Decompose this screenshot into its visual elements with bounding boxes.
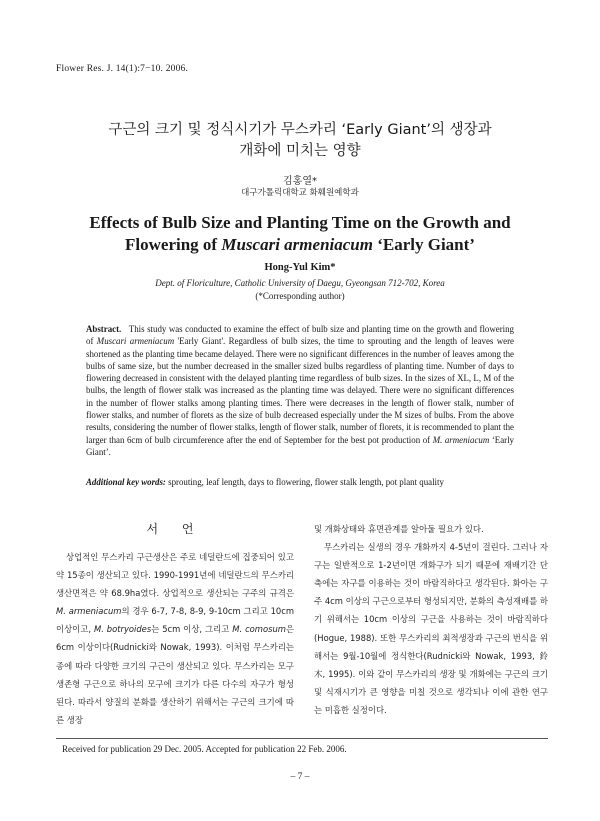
key-words-label: Additional key words: bbox=[86, 477, 166, 487]
paragraph-text: 는 5cm 이상, 그리고 bbox=[151, 624, 233, 635]
english-title-cultivar: ‘Early Giant’ bbox=[372, 235, 475, 254]
key-words bbox=[86, 477, 514, 487]
right-column bbox=[314, 520, 548, 719]
key-words-text: sprouting, leaf length, days to flowering, flower stalk length, pot plant quality bbox=[165, 477, 444, 487]
korean-affiliation: 대구가톨릭대학교 화훼원예학과 bbox=[241, 188, 359, 198]
journal-reference: Flower Res. J. 14(1):7−10. 2006. bbox=[56, 64, 189, 74]
species-name: M. armeniacum bbox=[56, 606, 122, 617]
abstract bbox=[86, 323, 514, 458]
english-affiliation: Dept. of Floriculture, Catholic University of Daegu, Gyeongsan 712-702, Korea bbox=[155, 278, 445, 288]
species-name: M. comosum bbox=[232, 624, 286, 635]
paragraph-text: 의 경우 6-7, 7-8, 8-9, 9-10cm 그리고 10cm 이상이고, bbox=[56, 606, 295, 635]
corresponding-author-note: (*Corresponding author) bbox=[255, 291, 345, 301]
english-author: Hong-Yul Kim* bbox=[264, 262, 336, 273]
left-column bbox=[56, 548, 294, 729]
abstract-text: 'Early Giant'. Regardless of bulb sizes, the time to sprouting and the length of leaves were shortened as the planting time became delayed. There were no significant differences in the number of leaves among the bulbs of same size, but the number decreased in the smaller sized bulbs regardless of planting time. Number of days to flowering decreased in consistent with the delayed planting time regardless of bulb sizes. In the sizes of XL, L, M of the bulbs, the length of flower stalk was increased as the planting time was delayed. There were no significant differences in the number of flower stalks among planting times. There were decreases in the length of flower stalk, number of flower stalks, and number of florets as the size of bulb decreased especially under the M sizes of bulbs. From the above results, considering the number of flower stalks, length of flower stalk, number of florets, it is recommended to plant the larger than 6cm of bulb circumference after the end of September for the best pot production of bbox=[86, 336, 514, 445]
abstract-text: This study was conducted to examine the effect of bulb size and planting time on the growth and flowering of bbox=[86, 324, 514, 347]
abstract-species: Muscari armeniacum bbox=[96, 336, 175, 347]
korean-title-line-2: 개화에 미치는 영향 bbox=[239, 143, 361, 159]
section-heading-introduction: 서 언 bbox=[146, 522, 204, 536]
english-title-species: Muscari armeniacum bbox=[221, 235, 373, 254]
paragraph: 무스카리는 실생의 경우 개화까지 4-5년이 걸린다. 그러나 자구는 일반적으로 1-2년이면 개화구가 되기 때문에 재배기간 단축에는 자구를 이용하는 것이 바람직하다고 생각된다. 화아는 구주 4cm 이상의 구근으로부터 형성되지만, 분화의 측성재배를 하기 위해서는 10cm 이상의 구근을 사용하는 것이 바람직하다(Hogue, 1988). 또한 무스카리의 최적생장과 구근의 번식을 위해서는 9월-10월에 정식한다(Rudnicki와 Nowak, 1993, 鈴木, 1995). 이와 같이 무스카리의 생장 및 개화에는 구근의 크기 및 식재시기가 큰 영향을 미칠 것으로 생각되나 이에 관한 연구는 미흡한 실정이다. bbox=[314, 542, 548, 715]
english-title-line-2 bbox=[30, 234, 570, 256]
abstract-species: M. armeniacum bbox=[432, 434, 490, 445]
species-name: M. botryoides bbox=[93, 624, 152, 635]
paragraph: 및 개화상태와 휴면관계를 알아둘 필요가 있다. bbox=[314, 524, 484, 534]
received-note: Received for publication 29 Dec. 2005. Accepted for publication 22 Feb. 2006. bbox=[62, 744, 347, 754]
abstract-label: Abstract. bbox=[86, 324, 122, 334]
page-number: – 7 – bbox=[290, 772, 310, 782]
korean-author: 김홍열* bbox=[283, 176, 317, 187]
abstract-text: ‘Early Giant’. bbox=[86, 434, 514, 457]
english-title-line-1: Effects of Bulb Size and Planting Time on the Growth and bbox=[89, 213, 511, 232]
footnote-divider bbox=[56, 738, 548, 739]
paragraph bbox=[56, 548, 294, 729]
english-title-part: Flowering of bbox=[125, 235, 222, 254]
korean-title-line-1: 구근의 크기 및 정식시기가 무스카리 ‘Early Giant’의 생장과 bbox=[108, 122, 492, 138]
paragraph-text: 상업적인 무스카리 구근생산은 주로 네덜란드에 집중되어 있고 약 15종이 생산되고 있다. 1990-1991년에 네덜란드의 무스카리 생산면적은 약 68.9ha였다. 상업적으로 생산되는 구주의 규격은 bbox=[56, 552, 294, 599]
paragraph-text: 은 6cm 이상이다(Rudnicki와 Nowak, 1993). 이처럼 무스카리는 종에 따라 다양한 크기의 구근이 생산되고 있다. 무스카리는 모구생존형 구근으로 하나의 모구에 크기가 다른 다수의 자구가 형성된다. 따라서 양질의 분화를 생산하기 위해서는 구근의 크기에 따른 생장 bbox=[56, 624, 295, 725]
